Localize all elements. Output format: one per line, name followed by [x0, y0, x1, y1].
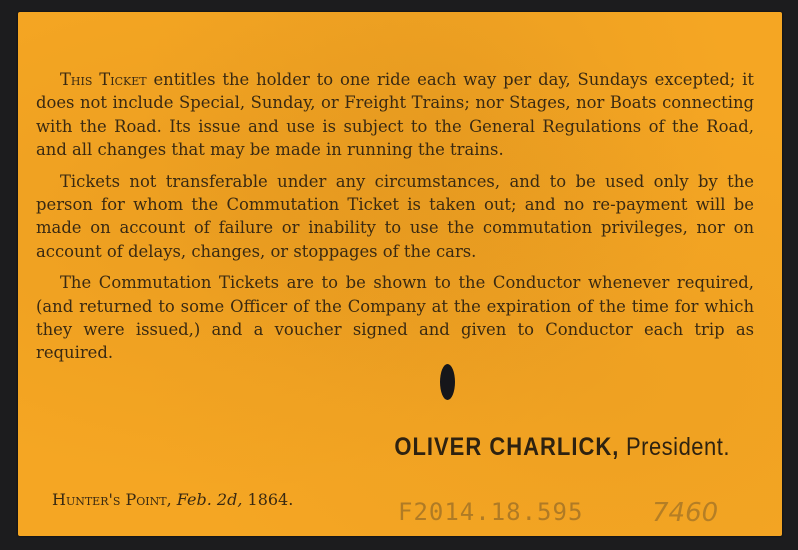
signature-title: President.	[619, 432, 730, 461]
terms-paragraph-1-text: entitles the holder to one ride each way per day, Sundays excepted; it does not include Special, Sunday, or Freight Trains; nor Stages, nor Boats connecting with the Road. Its issue and use is subject to the General Regulations of the Road, and all changes that may be made in running the trains.	[36, 70, 754, 160]
commutation-ticket-card	[18, 12, 782, 536]
issue-year: 1864.	[247, 490, 294, 509]
issue-date: Feb. 2d,	[176, 490, 243, 509]
terms-paragraph-3: The Commutation Tickets are to be shown to the Conductor whenever required, (and returned to some Officer of the Company at the expiration of the time for which they were issued,) and a voucher signed and given to Conductor each trip as required.	[36, 273, 754, 363]
terms-paragraph-2: Tickets not transferable under any circumstances, and to be used only by the person for whom the Commutation Ticket is taken out; and no re-payment will be made on account of failure or inability to use the commutation privileges, nor on account of delays, changes, or stoppages of the cars.	[36, 171, 754, 261]
issue-place: Hunter's Point,	[52, 490, 172, 509]
punch-hole	[440, 364, 455, 400]
terms-paragraph-1	[36, 68, 754, 162]
signature-line	[394, 432, 730, 462]
ticket-lead-words: This Ticket	[60, 70, 147, 89]
secondary-number: 7460	[652, 498, 719, 528]
ticket-terms	[36, 68, 754, 373]
signature-name: OLIVER CHARLICK,	[394, 432, 620, 461]
issue-place-date	[52, 490, 293, 509]
accession-number: F2014.18.595	[398, 498, 584, 526]
